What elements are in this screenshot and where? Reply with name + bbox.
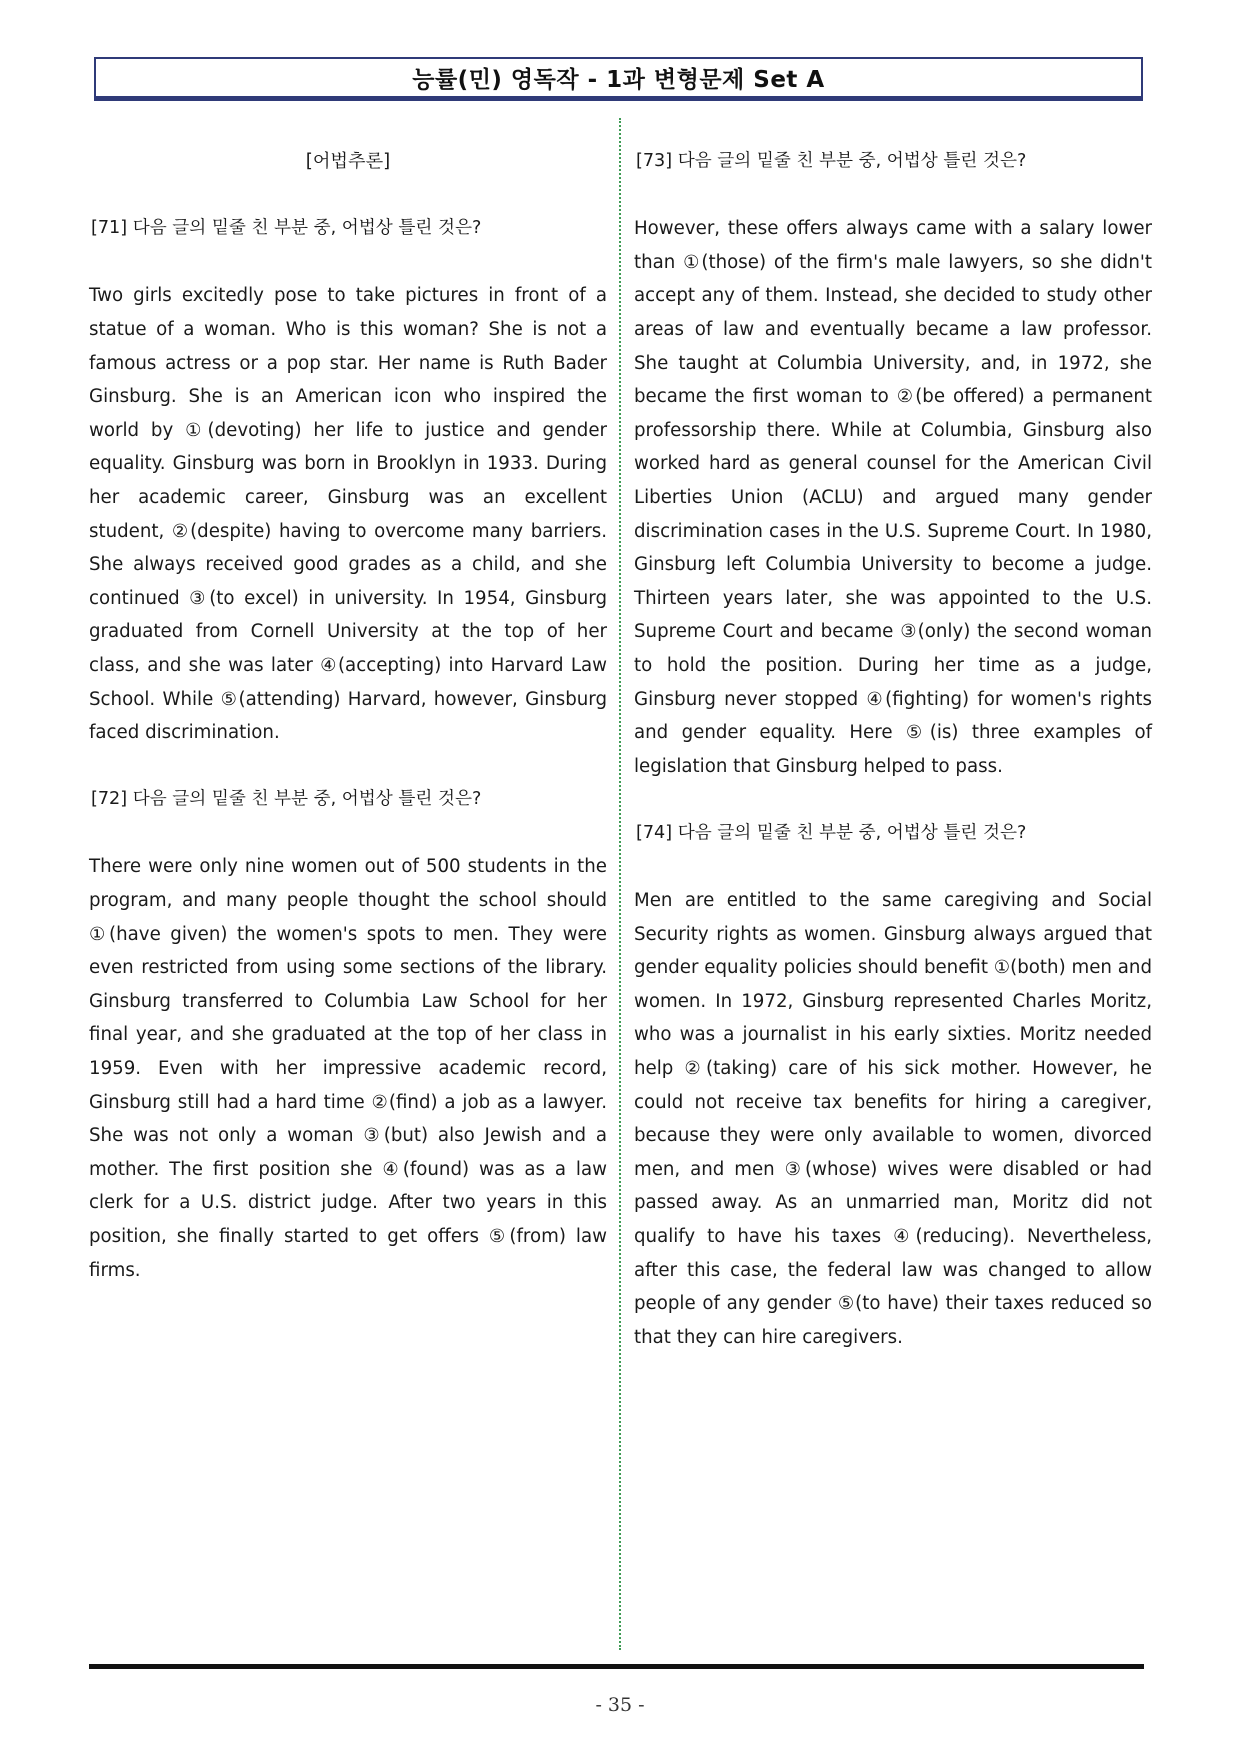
question-72-prompt: [72] 다음 글의 밑줄 친 부분 중, 어법상 틀린 것은? (91, 789, 482, 810)
question-72-passage: There were only nine women out of 500 students in the program, and many people thought the school should ①(have given) the women's spots to men. They were even restricted from using some sections of the library. Ginsburg transferred to Columbia Law School for her final year, and she graduated at the top of her class in 1959. Even with her impressive academic record, Ginsburg still had a hard time ②(find) a job as a lawyer. She was not only a woman ③(but) also Jewish and a mother. The first position she ④(found) was as a law clerk for a U.S. district judge. After two years in this position, she finally started to get offers ⑤(from) law firms. (89, 856, 607, 1281)
page-title: 능률(민) 영독작 - 1과 변형문제 Set A (412, 67, 825, 93)
column-divider (619, 118, 621, 1650)
right-column (634, 145, 1152, 1388)
section-label: [어법추론] (305, 151, 391, 172)
footer-rule (89, 1664, 1144, 1669)
question-74-prompt: [74] 다음 글의 밑줄 친 부분 중, 어법상 틀린 것은? (636, 822, 1027, 843)
page-header (94, 57, 1143, 101)
question-73-prompt: [73] 다음 글의 밑줄 친 부분 중, 어법상 틀린 것은? (636, 151, 1027, 171)
question-71-passage: Two girls excitedly pose to take pictures in front of a statue of a woman. Who is this woman? She is not a famous actress or a pop star. Her name is Ruth Bader Ginsburg. She is an American icon who inspired the world by ①(devoting) her life to justice and gender equality. Ginsburg was born in Brooklyn in 1933. During her academic career, Ginsburg was an excellent student, ②(despite) having to overcome many barriers. She always received good grades as a child, and she continued ③(to excel) in university. In 1954, Ginsburg graduated from Cornell University at the top of her class, and she was later ④(accepting) into Harvard Law School. While ⑤(attending) Harvard, however, Ginsburg faced discrimination. (89, 285, 607, 744)
left-column (89, 145, 607, 1321)
question-74-passage: Men are entitled to the same caregiving and Social Security rights as women. Ginsburg always argued that gender equality policies should benefit ①(both) men and women. In 1972, Ginsburg represented Charles Moritz, who was a journalist in his early sixties. Moritz needed help ②(taking) care of his sick mother. However, he could not receive tax benefits for hiring a caregiver, because they were only available to women, divorced men, and men ③(whose) wives were disabled or had passed away. As an unmarried man, Moritz did not qualify to have his taxes ④(reducing). Nevertheless, after this case, the federal law was changed to allow people of any gender ⑤(to have) their taxes reduced so that they can hire caregivers. (634, 890, 1152, 1348)
question-73-passage: However, these offers always came with a salary lower than ①(those) of the firm's male lawyers, so she didn't accept any of them. Instead, she decided to study other areas of law and eventually became a law professor. She taught at Columbia University, and, in 1972, she became the first woman to ②(be offered) a permanent professorship there. While at Columbia, Ginsburg also worked hard as general counsel for the American Civil Liberties Union (ACLU) and argued many gender discrimination cases in the U.S. Supreme Court. In 1980, Ginsburg left Columbia University to become a judge. Thirteen years later, she was appointed to the U.S. Supreme Court and became ③(only) the second woman to hold the position. During her time as a judge, Ginsburg never stopped ④(fighting) for women's rights and gender equality. Here ⑤(is) three examples of legislation that Ginsburg helped to pass. (634, 218, 1152, 777)
page-number: - 35 - (595, 1694, 645, 1716)
question-71-prompt: [71] 다음 글의 밑줄 친 부분 중, 어법상 틀린 것은? (91, 218, 482, 239)
